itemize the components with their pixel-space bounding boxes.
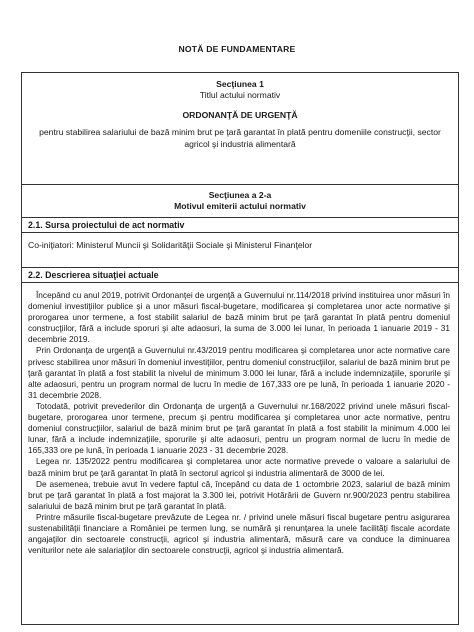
section-2-subheading: Motivul emiterii actului normativ	[174, 201, 306, 211]
act-type: ORDONANŢĂ DE URGENŢĂ	[182, 110, 298, 120]
item-2-2-heading: 2.2. Descrierea situaţiei actuale	[22, 268, 458, 283]
section-1-subheading: Titlul actului normativ	[199, 90, 281, 100]
paragraph: Legea nr. 135/2022 pentru modificarea şi completarea unor acte normative prevede o valoare a salariului de bază minim brut pe ţară garantat în plată în sectorul agricol şi industria alimentară de 3000 de lei.	[28, 456, 450, 478]
act-purpose: pentru stabilirea salariului de bază minim brut pe ţară garantat în plată pentru domeniile construcţii, sector agricol şi industria alimentară	[39, 127, 441, 149]
paragraph: Totodată, potrivit prevederilor din Ordonanţa de urgenţă a Guvernului nr.168/2022 privind unele măsuri fiscal-bugetare, prorogarea unor termene, precum şi pentru modificarea şi completarea unor acte normative, pentru domeniul construcţiilor, salariul de bază minim brut pe ţară garantat în plată a fost stabilit la minimum 4.000 lei lunar, fără a include indemnizaţiile, sporurile şi alte adaosuri, pentru un program normal de lucru în medie de 165,333 ore pe lună, în perioada 1 ianuarie 2023 - 31 decembrie 2028.	[28, 400, 450, 456]
document-title: NOTĂ DE FUNDAMENTARE	[178, 44, 296, 54]
paragraph: Începând cu anul 2019, potrivit Ordonanţei de urgenţă a Guvernului nr.114/2018 privind instituirea unor măsuri în domeniul investiţiilor publice şi a unor măsuri fiscal-bugetare, modificarea şi completarea unor acte normative şi prorogarea unor termene, a fost stabilit salariul de bază minim brut pe ţară garantat în plată pentru domeniul construcţiilor, fără a include sporuri şi alte adaosuri, la suma de 3.000 lei lunar, în perioada 1 ianuarie 2019 - 31 decembrie 2019.	[28, 290, 450, 345]
item-2-2-body	[22, 283, 458, 556]
section-2-heading: Secţiunea a 2-a	[208, 190, 272, 200]
paragraph: Prin Ordonanţa de urgenţă a Guvernului nr.43/2019 pentru modificarea şi completarea unor acte normative care privesc stabilirea unor măsuri în domeniul investiţiilor, pentru domeniul construcţiilor, salariul de bază minim brut pe ţară garantat în plată a fost stabilit la nivelul de minimum 3.000 lei lunar, fără a include indemnizaţiile, sporurile şi alte adaosuri, pentru un program normal de lucru în medie de 167,333 ore pe lună, în perioada 1 ianuarie 2020 - 31 decembrie 2028.	[28, 345, 450, 400]
paragraph: De asemenea, trebuie avut în vedere faptul că, începând cu data de 1 octombrie 2023, salariul de bază minim brut pe ţară garantat în plată a fost majorat la 3.300 lei, potrivit Hotărârii de Guvern nr.900/2023 pentru stabilirea salariului de bază minim brut pe ţară garantat în plată.	[28, 478, 450, 511]
section-2	[22, 185, 458, 218]
item-2-1-heading: 2.1. Sursa proiectului de act normativ	[22, 218, 458, 233]
item-2-1-text: Co-iniţiatori: Ministerul Muncii şi Solidarităţii Sociale şi Ministerul Finanţelor	[22, 233, 458, 268]
content-frame	[21, 72, 459, 625]
paragraph: Printre măsurile fiscal-bugetare prevăzute de Legea nr. / privind unele măsuri fiscal bugetare pentru asigurarea sustenabilităţii financiare a României pe termen lung, se numără şi renunţarea la unele facilităţi fiscale acordate angajaţilor din sectoarele construcţii, agricol şi industria alimentară, măsură care va conduce la diminuarea veniturilor nete ale salariaţilor din sectoarele construcţii, agricol şi industria alimentară.	[28, 511, 450, 556]
section-1-heading: Secţiunea 1	[216, 79, 264, 89]
section-1	[22, 73, 458, 185]
